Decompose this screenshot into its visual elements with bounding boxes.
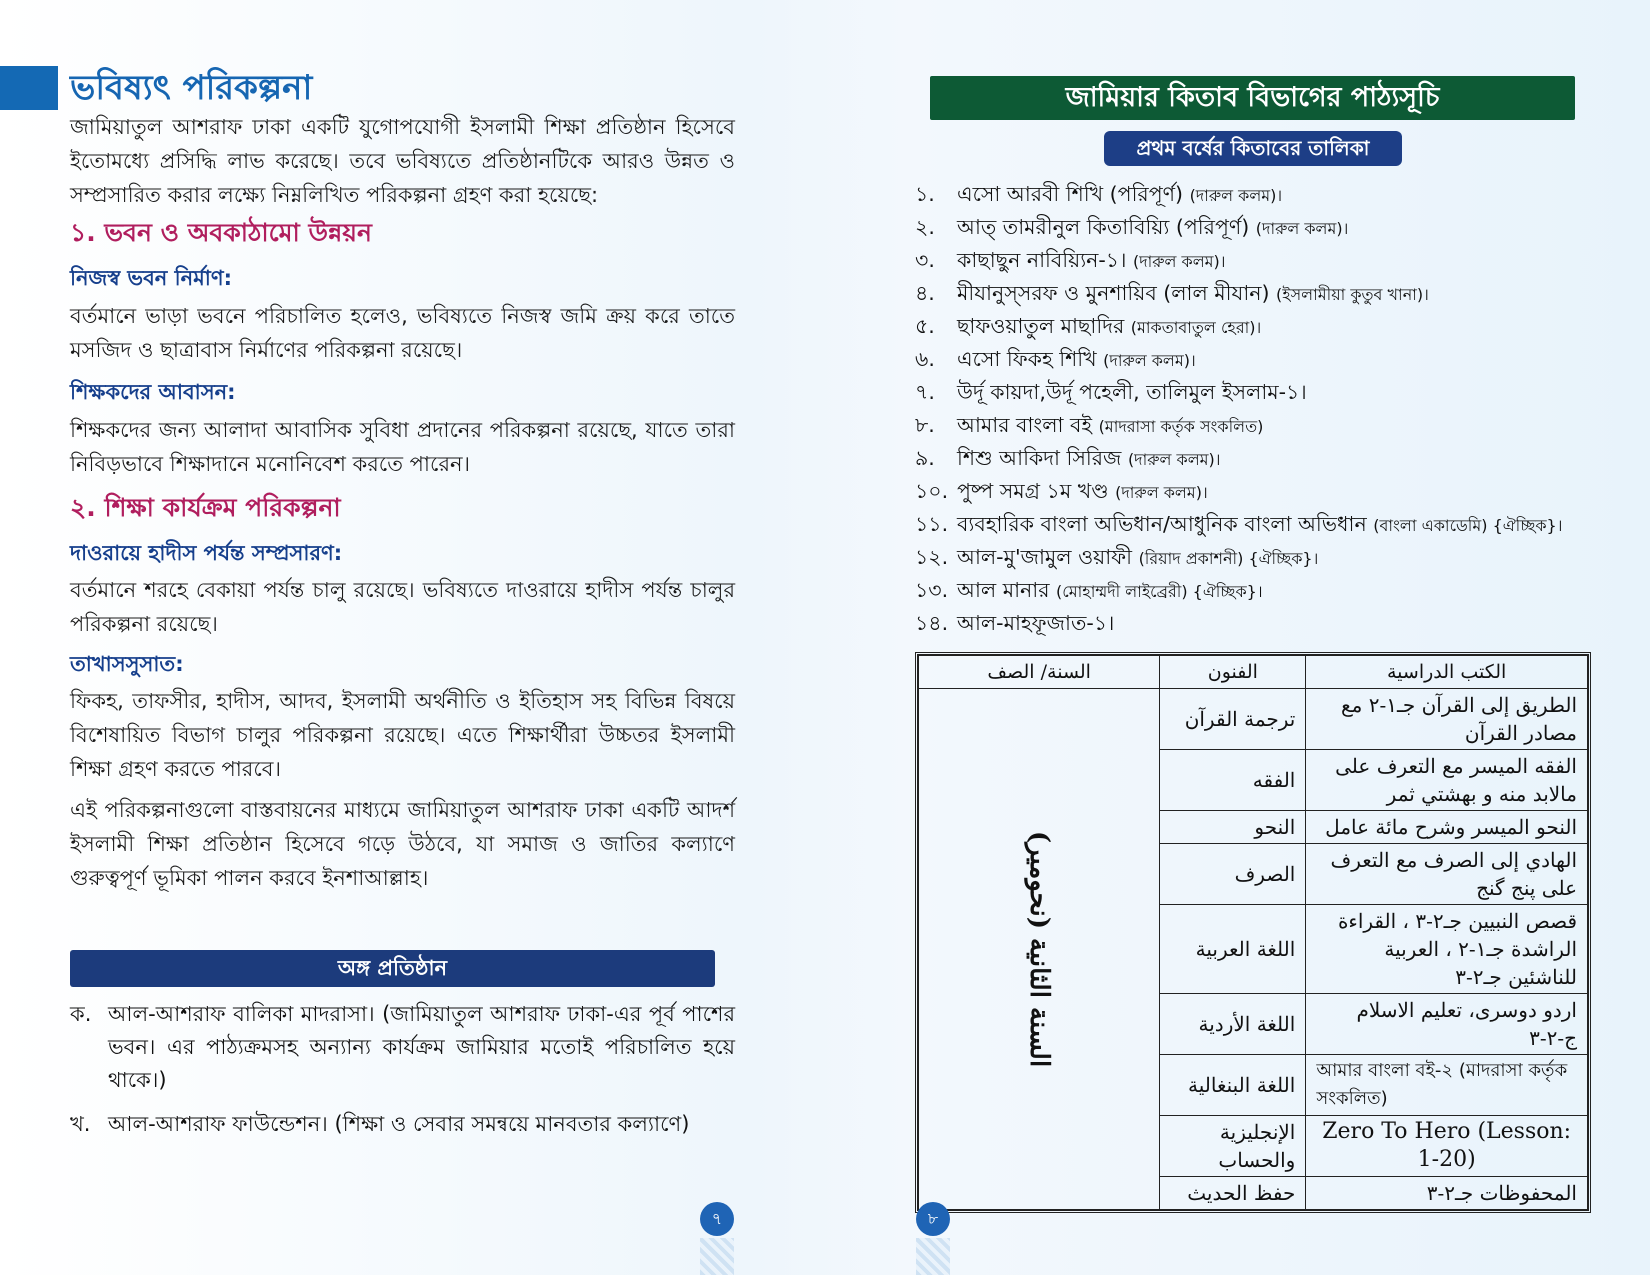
header-year: السنة/ الصف — [919, 656, 1160, 689]
books-cell: النحو الميسر وشرح مائة عامل — [1306, 811, 1588, 844]
books-cell: আমার বাংলা বই-২ (মাদরাসা কর্তৃক সংকলিত) — [1306, 1055, 1588, 1116]
list-item — [915, 475, 1615, 508]
list-item — [915, 541, 1615, 574]
book-publisher: (দারুল কলম)। — [1255, 219, 1349, 238]
subject-cell: الصرف — [1160, 844, 1306, 905]
curriculum-table — [915, 652, 1591, 1213]
subject-cell: ترجمة القرآن — [1160, 689, 1306, 750]
book-publisher: (দারুল কলম)। — [1103, 351, 1196, 370]
book-number: ৯. — [915, 446, 935, 470]
list-item — [915, 211, 1615, 244]
list-item — [915, 508, 1615, 541]
section1-heading: ১. ভবন ও অবকাঠামো উন্নয়ন — [70, 218, 372, 247]
syllabus-banner: জামিয়ার কিতাব বিভাগের পাঠ্যসূচি — [930, 76, 1575, 120]
book-number: ৩. — [915, 248, 935, 272]
affiliate-marker: খ. — [70, 1112, 91, 1136]
book-number: ১১. — [915, 512, 949, 536]
book-title: পুষ্প সমগ্র ১ম খণ্ড — [957, 479, 1109, 503]
books-cell: الفقه الميسر مع التعرف على مالابد منه و بهشتي ثمر — [1306, 750, 1588, 811]
book-title: ব্যবহারিক বাংলা অভিধান/আধুনিক বাংলা অভিধান — [957, 512, 1367, 536]
affiliate-text: আল-আশরাফ বালিকা মাদরাসা। (জামিয়াতুল আশরাফ ঢাকা-এর পূর্ব পাশের ভবন। এর পাঠ্যক্রমসহ অন্যান্য কার্যক্রম জামিয়ার মতোই পরিচালিত হয়ে থাকে।) — [108, 1002, 735, 1092]
book-number: ১২. — [915, 545, 949, 569]
book-number: ১০. — [915, 479, 949, 503]
page-number-badge: ৭ — [700, 1202, 734, 1236]
book-publisher: (দারুল কলম)। — [1127, 450, 1221, 469]
subject-cell: النحو — [1160, 811, 1306, 844]
book-list — [915, 178, 1615, 640]
section1-sub1-text: বর্তমানে ভাড়া ভবনে পরিচালিত হলেও, ভবিষ্যতে নিজস্ব জমি ক্রয় করে তাতে মসজিদ ও ছাত্রাবাস নির্মাণের পরিকল্পনা রয়েছে। — [70, 304, 735, 362]
subject-cell: حفظ الحديث — [1160, 1177, 1306, 1210]
subject-cell: الإنجليزية والحساب — [1160, 1116, 1306, 1177]
books-cell: الطريق إلى القرآن جـ١-٢ مع مصادر القرآن — [1306, 689, 1588, 750]
books-cell: الهادي إلى الصرف مع التعرف على پنج گنج — [1306, 844, 1588, 905]
books-cell: قصص النبيين جـ٢-٣ ، القراءة الراشدة جـ١-٢ ، العربية للناشئين جـ٢-٣ — [1306, 905, 1588, 994]
list-item — [915, 607, 1615, 640]
page-title: ভবিষ্যৎ পরিকল্পনা — [70, 68, 313, 108]
book-title: আল-মু'জামুল ওয়াফী — [957, 545, 1133, 569]
book-title: আমার বাংলা বই — [957, 413, 1093, 437]
book-publisher: (দারুল কলম)। — [1132, 252, 1226, 271]
closing-paragraph: এই পরিকল্পনাগুলো বাস্তবায়নের মাধ্যমে জামিয়াতুল আশরাফ ঢাকা একটি আদর্শ ইসলামী শিক্ষা প্রতিষ্ঠান হিসেবে গড়ে উঠবে, যা সমাজ ও জাতির কল্যাণে গুরুত্বপূর্ণ ভূমিকা পালন করবে ইনশাআল্লাহ। — [70, 798, 735, 890]
book-publisher: (রিয়াদ প্রকাশনী) {ঐচ্ছিক}। — [1138, 549, 1319, 568]
affiliates-title-bar: অঙ্গ প্রতিষ্ঠান — [70, 950, 715, 987]
book-publisher: (দারুল কলম)। — [1115, 483, 1208, 502]
section2-sub2-heading: তাখাসসুসাত: — [70, 652, 184, 676]
list-item — [915, 178, 1615, 211]
book-number: ৮. — [915, 413, 935, 437]
affiliate-text: আল-আশরাফ ফাউন্ডেশন। (শিক্ষা ও সেবার সমন্বয়ে মানবতার কল্যাণে) — [108, 1112, 690, 1136]
book-publisher: (বাংলা একাডেমি) {ঐচ্ছিক}। — [1373, 516, 1563, 535]
book-title: এসো আরবী শিখি (পরিপূর্ণ) — [957, 182, 1184, 206]
page-number-badge: ৮ — [916, 1202, 950, 1236]
affiliate-item — [70, 1108, 735, 1141]
book-number: ১৩. — [915, 578, 949, 602]
list-item — [915, 310, 1615, 343]
section1-sub2-text: শিক্ষকদের জন্য আলাদা আবাসিক সুবিধা প্রদানের পরিকল্পনা রয়েছে, যাতে তারা নিবিড়ভাবে শিক্ষাদানে মনোনিবেশ করতে পারেন। — [70, 418, 735, 476]
section2-heading: ২. শিক্ষা কার্যক্রম পরিকল্পনা — [70, 493, 341, 522]
book-number: ৪. — [915, 281, 935, 305]
book-publisher: (দারুল কলম)। — [1189, 186, 1283, 205]
book-title: উর্দূ কায়দা,উর্দূ পহেলী, তালিমুল ইসলাম-১। — [957, 380, 1307, 404]
book-number: ১৪. — [915, 611, 949, 635]
page-ornament-strip — [700, 1238, 734, 1275]
affiliate-marker: ক. — [70, 1002, 92, 1026]
header-subject: الفنون — [1160, 656, 1306, 689]
list-item — [915, 244, 1615, 277]
books-cell: Zero To Hero (Lesson: 1-20) — [1306, 1116, 1588, 1177]
section1-sub2-heading: শিক্ষকদের আবাসন: — [70, 380, 236, 404]
book-title: মীযানুস্সরফ ও মুনশায়িব (লাল মীযান) — [957, 281, 1270, 305]
section2-sub2-text: ফিকহ, তাফসীর, হাদীস, আদব, ইসলামী অর্থনীতি ও ইতিহাস সহ বিভিন্ন বিষয়ে বিশেষায়িত বিভাগ চালুর পরিকল্পনা রয়েছে। এতে শিক্ষার্থীরা উচ্চতর ইসলামী শিক্ষা গ্রহণ করতে পারবে। — [70, 689, 735, 781]
header-books: الكتب الدراسية — [1306, 656, 1588, 689]
section1-sub1-heading: নিজস্ব ভবন নির্মাণ: — [70, 266, 232, 290]
book-number: ১. — [915, 182, 935, 206]
book-number: ৬. — [915, 347, 935, 371]
book-title: আত্ তামরীনুল কিতাবিয়্যি (পরিপূর্ণ) — [957, 215, 1250, 239]
list-item — [915, 376, 1615, 409]
book-title: আল মানার — [957, 578, 1050, 602]
first-year-subtitle: প্রথম বর্ষের কিতাবের তালিকা — [1104, 131, 1402, 166]
book-number: ২. — [915, 215, 935, 239]
book-publisher: (মাকতাবাতুল হেরা)। — [1130, 318, 1262, 337]
book-title: কাছাছুন নাবিয়্যিন-১। — [957, 248, 1127, 272]
books-cell: المحفوظات جـ٢-٣ — [1306, 1177, 1588, 1210]
subject-cell: اللغة الأردية — [1160, 994, 1306, 1055]
books-cell: اردو دوسری، تعلیم الاسلام ج-٢-٣ — [1306, 994, 1588, 1055]
list-item — [915, 277, 1615, 310]
section2-sub1-heading: দাওরায়ে হাদীস পর্যন্ত সম্প্রসারণ: — [70, 541, 343, 565]
page-ornament-strip — [916, 1238, 950, 1275]
subject-cell: اللغة العربية — [1160, 905, 1306, 994]
book-title: আল-মাহফূজাত-১। — [957, 611, 1115, 635]
intro-paragraph: জামিয়াতুল আশরাফ ঢাকা একটি যুগোপযোগী ইসলামী শিক্ষা প্রতিষ্ঠান হিসেবে ইতোমধ্যে প্রসিদ্ধি লাভ করেছে। তবে ভবিষ্যতে প্রতিষ্ঠানটিকে আরও উন্নত ও সম্প্রসারিত করার লক্ষ্যে নিম্নলিখিত পরিকল্পনা গ্রহণ করা হয়েছে: — [70, 115, 735, 207]
list-item — [915, 442, 1615, 475]
list-item — [915, 409, 1615, 442]
year-label: السنة الثانية (نحومير) — [1024, 830, 1055, 1067]
affiliate-item — [70, 998, 735, 1097]
left-page — [0, 0, 780, 1275]
corner-accent — [0, 66, 58, 110]
book-publisher: (ইসলামীয়া কুতুব খানা)। — [1276, 285, 1429, 304]
book-title: ছাফওয়াতুল মাছাদির — [957, 314, 1125, 338]
subject-cell: الفقه — [1160, 750, 1306, 811]
book-title: এসো ফিকহ শিখি — [957, 347, 1097, 371]
year-cell — [919, 689, 1160, 1210]
book-title: শিশু আকিদা সিরিজ — [957, 446, 1122, 470]
book-number: ৫. — [915, 314, 935, 338]
list-item — [915, 343, 1615, 376]
book-publisher: (মাদরাসা কর্তৃক সংকলিত) — [1098, 417, 1264, 436]
table-row — [919, 689, 1588, 750]
list-item — [915, 574, 1615, 607]
table-header-row — [919, 656, 1588, 689]
book-number: ৭. — [915, 380, 935, 404]
subject-cell: اللغة البنغالية — [1160, 1055, 1306, 1116]
book-publisher: (মোহাম্মদী লাইব্রেরী) {ঐচ্ছিক}। — [1056, 582, 1263, 601]
section2-sub1-text: বর্তমানে শরহে বেকায়া পর্যন্ত চালু রয়েছে। ভবিষ্যতে দাওরায়ে হাদীস পর্যন্ত চালুর পরিকল্পনা রয়েছে। — [70, 578, 735, 636]
